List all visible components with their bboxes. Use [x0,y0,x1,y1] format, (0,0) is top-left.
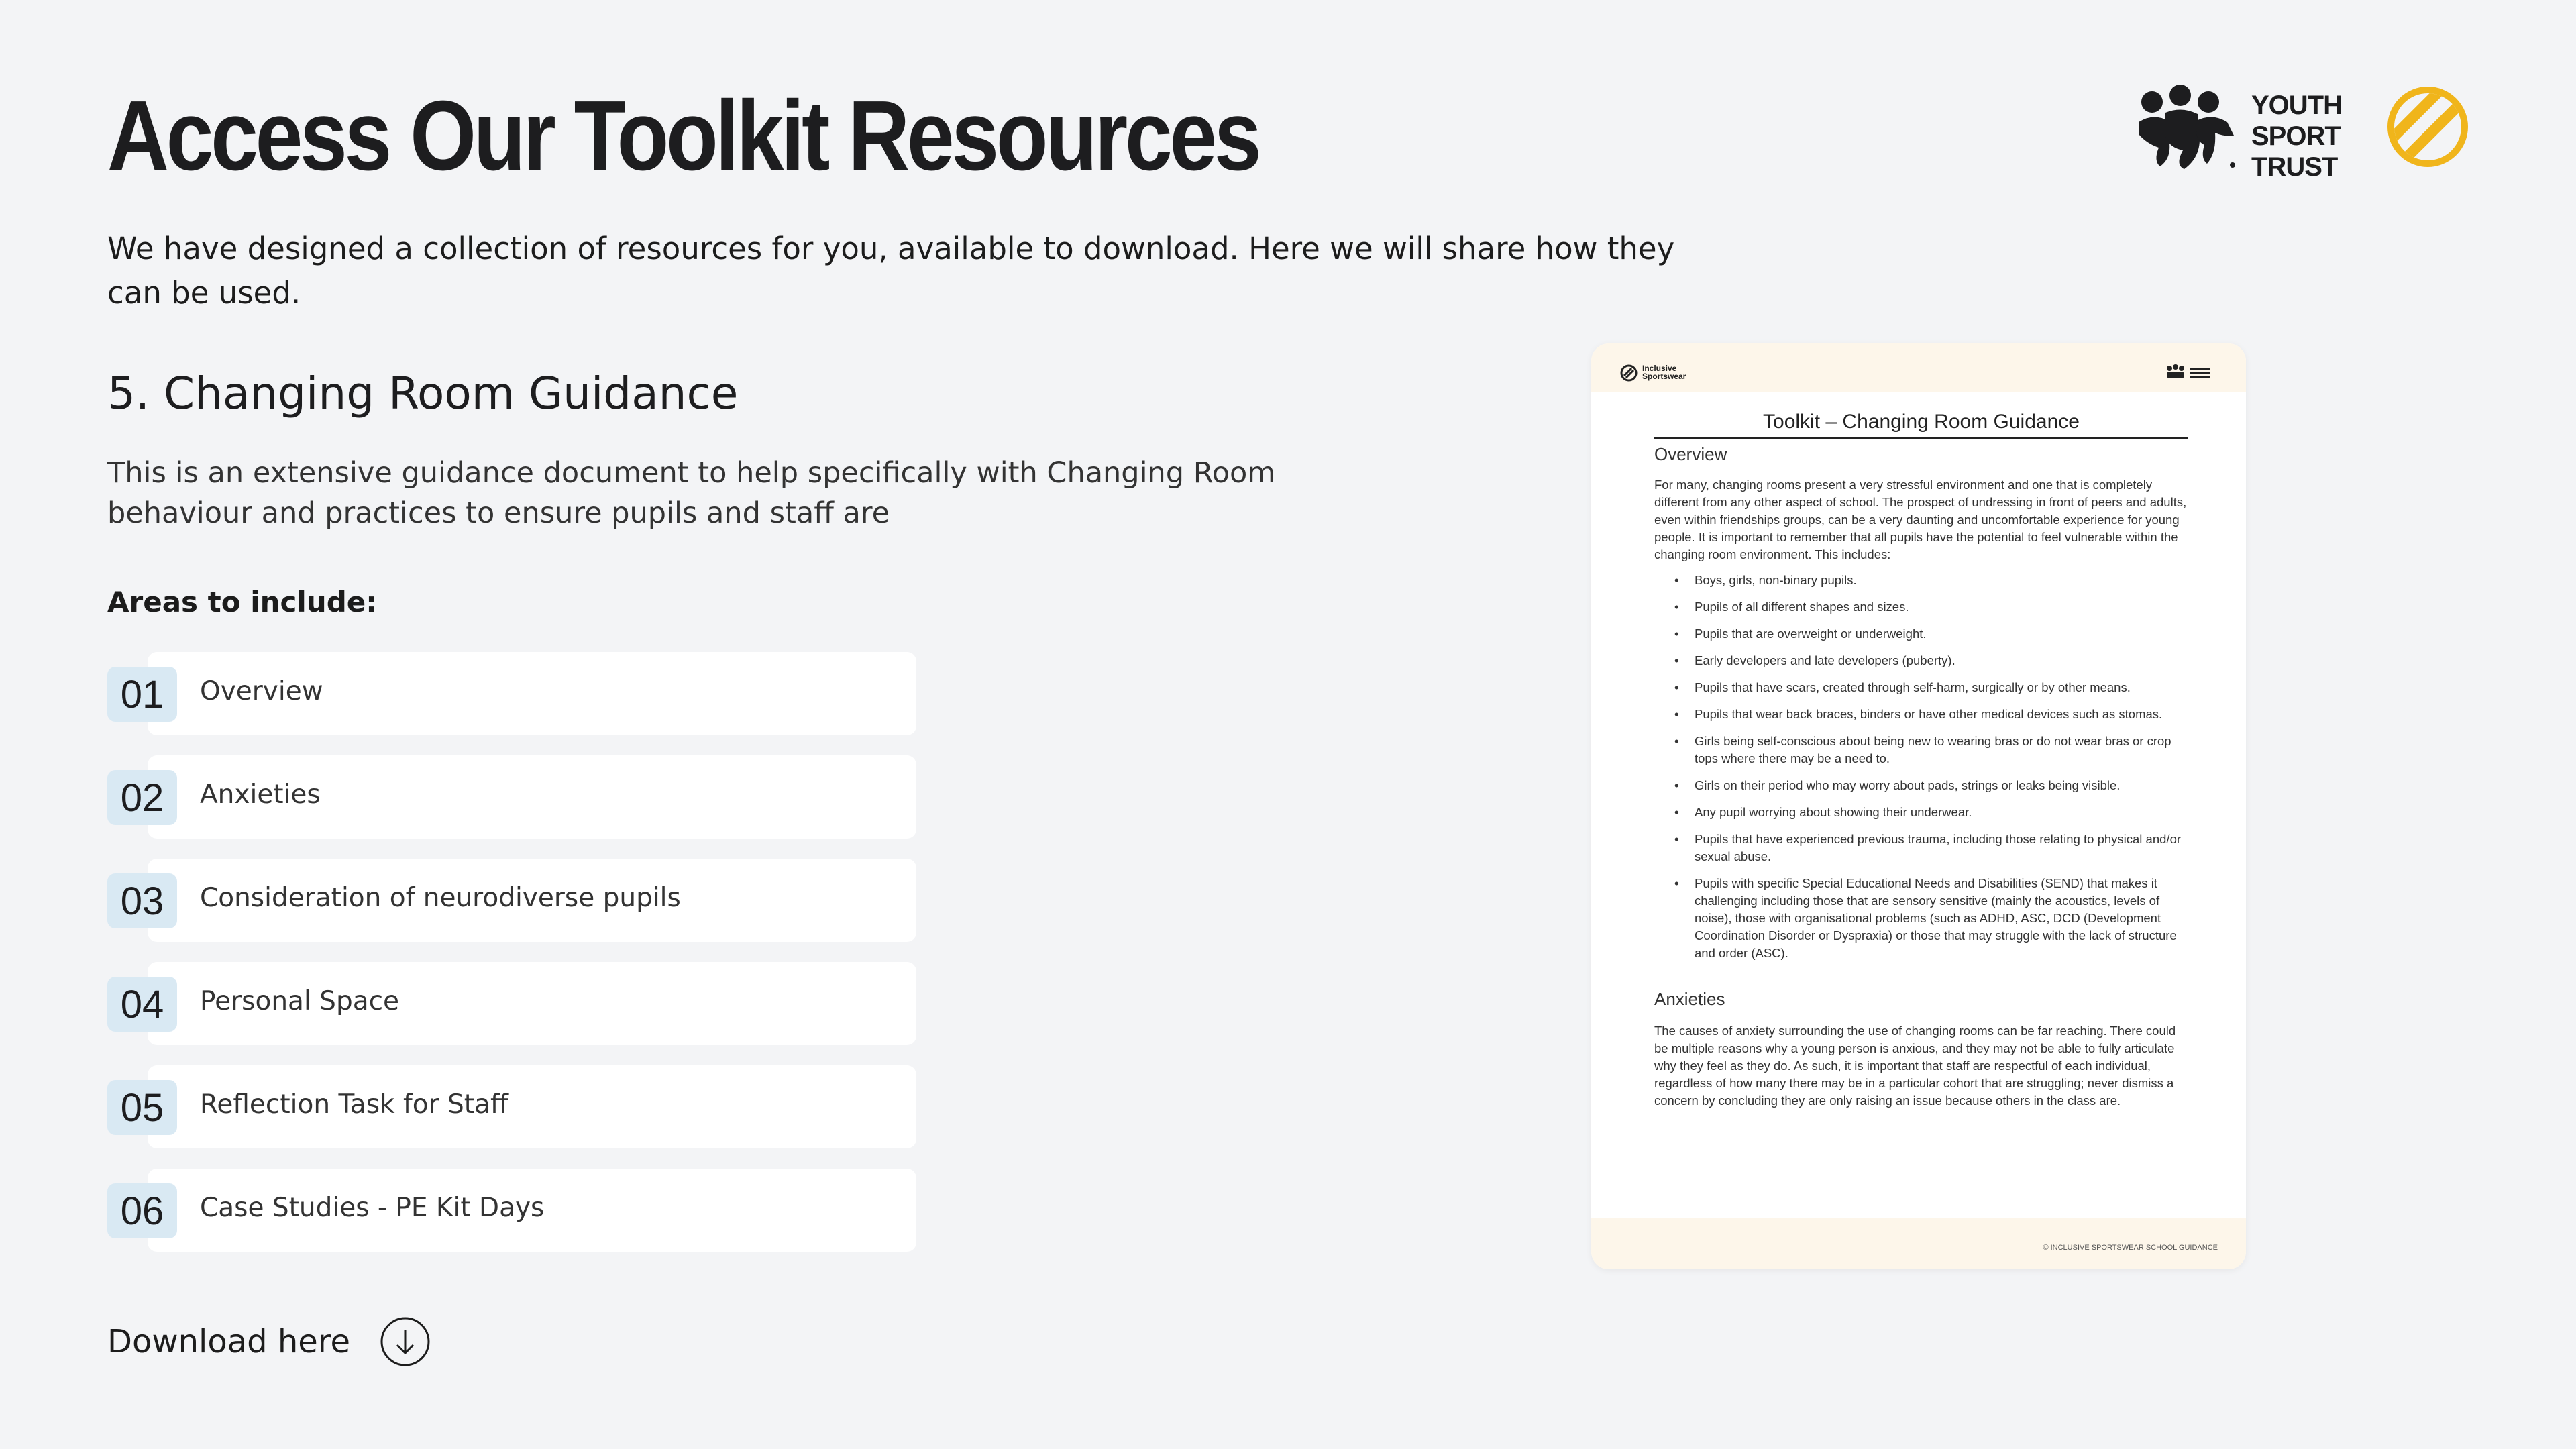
document-bullet-item: • Pupils that wear back braces, binders or have other medical devices such as stomas. [1654,706,2191,723]
document-preview [1591,343,2246,1269]
area-number: 02 [107,770,177,825]
document-bullet-item: • Pupils that have experienced previous trauma, including those relating to physical and/or sexual abuse. [1654,830,2191,865]
document-bullet-item: • Girls on their period who may worry about pads, strings or leaks being visible. [1654,777,2191,794]
document-bullet-item: • Any pupil worrying about showing their underwear. [1654,804,2191,821]
arrow-down-circle-icon[interactable] [380,1316,431,1367]
yellow-stripe-circle-icon [2385,85,2470,169]
document-overview-text: For many, changing rooms present a very stressful environment and one that is completely different from any other aspect of school. The prospect of undressing in front of peers and adults, even within friendships groups, can be a very daunting and uncomfortable experience for young people. It is important to remember that all pupils have the potential to feel vulnerable within the changing room environment. This includes: [1654,478,2187,561]
document-anxieties-text: The causes of anxiety surrounding the use of changing rooms can be far reaching. There could be multiple reasons why a young person is anxious, and they may not be able to fully articulate why they feel as they do. As such, it is important that staff are respectful of each individual, regardless of how many there may be in a particular cohort that are struggling; never dismiss a concern by concluding they are only raising an issue because others in the class are. [1654,1024,2176,1108]
document-bullet-item: • Pupils with specific Special Educational Needs and Disabilities (SEND) that makes it challenging including those that are sensory sensitive (mainly the acoustics, levels of noise), those with organisational problems (such as ADHD, ASC, DCD (Development Coordination Disorder or Dyspraxia) or those that may struggle with the lack of structure and order (ASC). [1654,875,2191,962]
page-title: Access Our Toolkit Resources [107,80,1259,191]
area-number: 05 [107,1080,177,1135]
document-anxieties-heading: Anxieties [1654,989,1725,1009]
section-title: 5. Changing Room Guidance [107,368,739,419]
document-bullet-item: • Pupils of all different shapes and sizes. [1654,598,2191,616]
download-link[interactable] [107,1316,431,1367]
area-item-overview [107,652,885,735]
inclusive-sportswear-icon [1619,364,1638,382]
area-item-reflection-task [107,1065,885,1148]
areas-list [107,652,885,1272]
area-item-personal-space [107,962,885,1045]
document-footer-text: © INCLUSIVE SPORTSWEAR SCHOOL GUIDANCE [2043,1244,2218,1252]
intro-text: We have designed a collection of resources for you, available to download. Here we will share how they can be used. [107,231,1675,311]
document-bullet-item: • Pupils that have scars, created through self-harm, surgically or by other means. [1654,679,2191,696]
area-item-neurodiverse [107,859,885,942]
document-brand-text: Inclusive Sportswear [1642,364,1686,381]
area-label: Consideration of neurodiverse pupils [200,883,681,913]
document-bullet-item: • Boys, girls, non-binary pupils. [1654,572,2191,589]
youth-sport-trust-wordmark: YOUTH SPORT TRUST [2251,91,2342,182]
area-number: 01 [107,667,177,722]
area-item-anxieties [107,755,885,839]
area-label: Anxieties [200,780,321,810]
document-bullet-item: • Girls being self-conscious about being new to wearing bras or do not wear bras or crop tops where there may be a need to. [1654,733,2191,767]
area-number: 04 [107,977,177,1032]
document-bullet-item: • Pupils that are overweight or underweight. [1654,625,2191,643]
document-bullet-list [1654,572,2191,971]
youth-sport-trust-small-icon [2165,364,2214,384]
download-label[interactable]: Download here [107,1323,351,1360]
document-bullet-item: • Early developers and late developers (puberty). [1654,652,2191,669]
area-number: 03 [107,873,177,928]
area-label: Reflection Task for Staff [200,1089,508,1120]
area-label: Overview [200,676,323,706]
area-number: 06 [107,1183,177,1238]
area-item-case-studies [107,1169,885,1252]
areas-label: Areas to include: [107,586,378,619]
area-label: Personal Space [200,986,400,1016]
document-title: Toolkit – Changing Room Guidance [1654,411,2188,439]
section-description: This is an extensive guidance document to help specifically with Changing Room behaviour and practices to ensure pupils and staff are [107,456,1276,530]
document-overview-heading: Overview [1654,444,1727,464]
area-label: Case Studies - PE Kit Days [200,1193,545,1223]
